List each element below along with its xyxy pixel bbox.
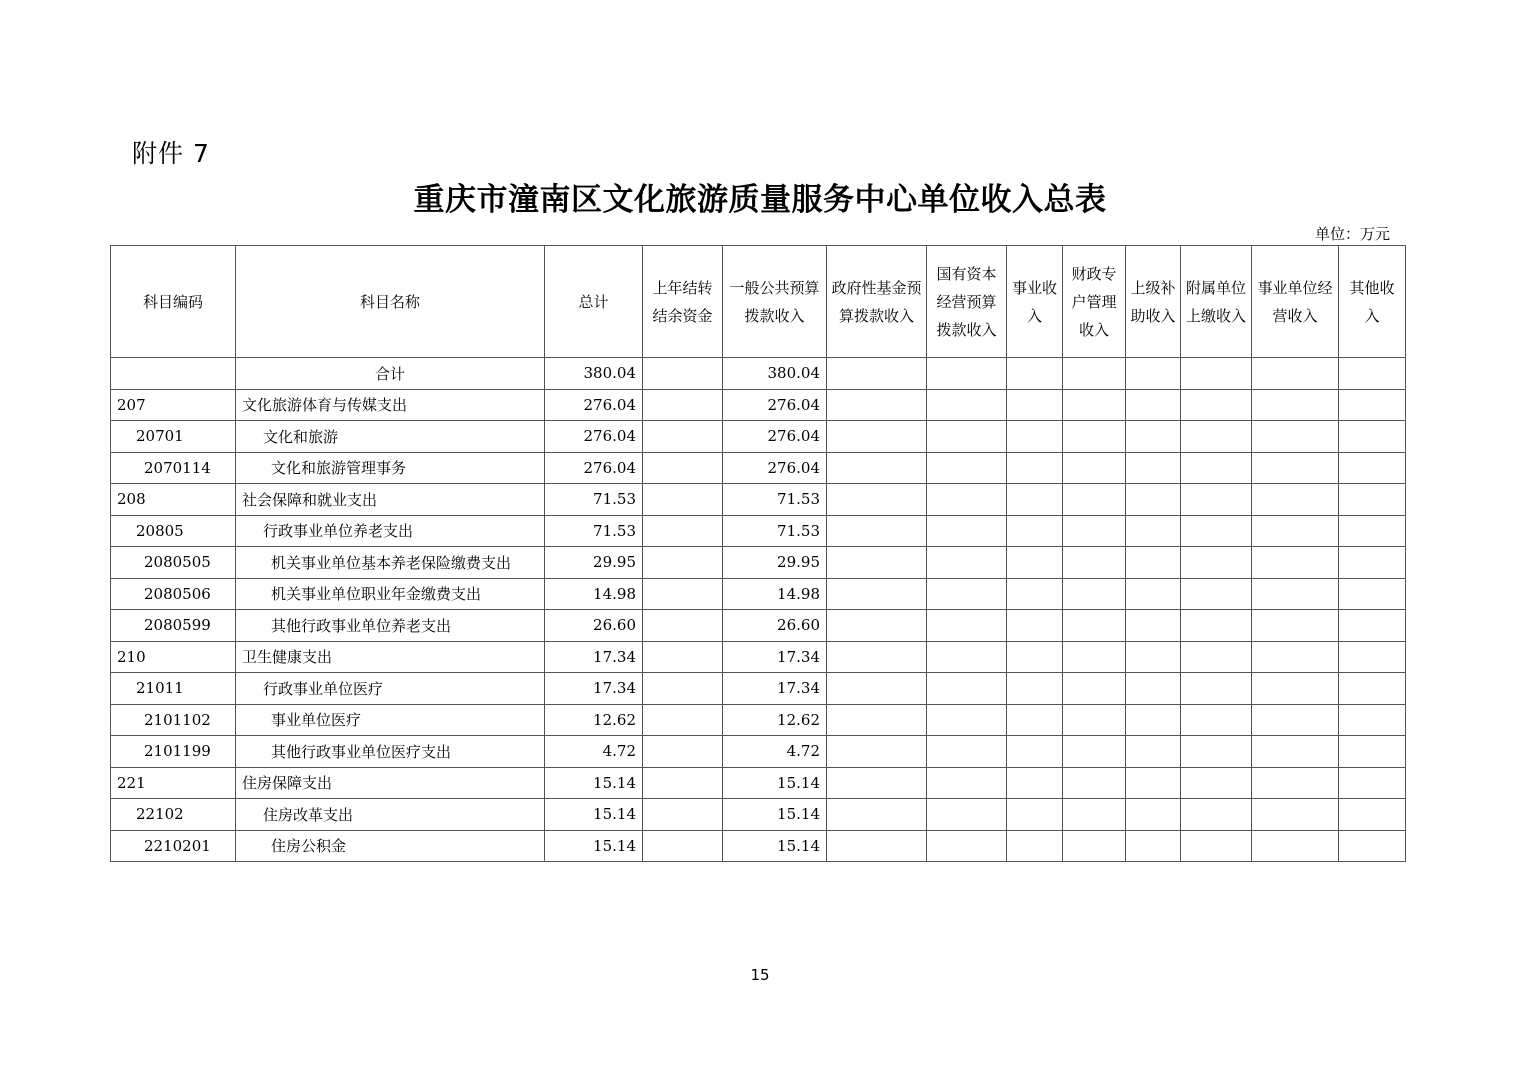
cell-operating <box>1252 767 1339 799</box>
table-row <box>111 641 1406 673</box>
cell-total: 276.04 <box>545 452 643 484</box>
header-operating: 事业单位经营收入 <box>1252 246 1339 358</box>
cell-superior-subsidy <box>1126 767 1181 799</box>
attachment-label: 附件 7 <box>132 139 210 168</box>
cell-general-budget: 12.62 <box>723 704 827 736</box>
table-header-row <box>111 246 1406 358</box>
cell-general-budget: 276.04 <box>723 389 827 421</box>
cell-fiscal-account <box>1063 704 1126 736</box>
cell-code: 2101102 <box>111 704 236 736</box>
cell-superior-subsidy <box>1126 610 1181 642</box>
cell-gov-fund <box>827 799 927 831</box>
page-number: 15 <box>750 966 770 984</box>
cell-operating <box>1252 799 1339 831</box>
cell-state-capital <box>927 578 1007 610</box>
cell-gov-fund <box>827 704 927 736</box>
cell-name: 住房公积金 <box>236 830 545 862</box>
cell-total: 276.04 <box>545 389 643 421</box>
cell-carryover <box>643 547 723 579</box>
cell-general-budget: 17.34 <box>723 673 827 705</box>
cell-name: 行政事业单位医疗 <box>236 673 545 705</box>
cell-state-capital <box>927 547 1007 579</box>
table-row <box>111 830 1406 862</box>
cell-name: 行政事业单位养老支出 <box>236 515 545 547</box>
cell-state-capital <box>927 673 1007 705</box>
cell-fiscal-account <box>1063 515 1126 547</box>
cell-code: 2210201 <box>111 830 236 862</box>
cell-fiscal-account <box>1063 673 1126 705</box>
cell-business-income <box>1007 767 1063 799</box>
cell-fiscal-account <box>1063 389 1126 421</box>
cell-fiscal-account <box>1063 736 1126 768</box>
cell-carryover <box>643 704 723 736</box>
cell-fiscal-account <box>1063 421 1126 453</box>
cell-carryover <box>643 358 723 390</box>
header-gov-fund: 政府性基金预算拨款收入 <box>827 246 927 358</box>
cell-other <box>1339 641 1406 673</box>
cell-superior-subsidy <box>1126 704 1181 736</box>
cell-gov-fund <box>827 389 927 421</box>
cell-code: 21011 <box>111 673 236 705</box>
cell-gov-fund <box>827 830 927 862</box>
cell-affiliated <box>1181 704 1252 736</box>
cell-other <box>1339 578 1406 610</box>
cell-general-budget: 29.95 <box>723 547 827 579</box>
header-affiliated: 附属单位上缴收入 <box>1181 246 1252 358</box>
cell-code: 2080599 <box>111 610 236 642</box>
cell-other <box>1339 389 1406 421</box>
cell-fiscal-account <box>1063 484 1126 516</box>
cell-gov-fund <box>827 610 927 642</box>
cell-superior-subsidy <box>1126 358 1181 390</box>
cell-general-budget: 26.60 <box>723 610 827 642</box>
cell-affiliated <box>1181 799 1252 831</box>
cell-fiscal-account <box>1063 767 1126 799</box>
header-state-capital: 国有资本经营预算拨款收入 <box>927 246 1007 358</box>
cell-affiliated <box>1181 515 1252 547</box>
cell-operating <box>1252 610 1339 642</box>
cell-affiliated <box>1181 767 1252 799</box>
cell-name: 机关事业单位职业年金缴费支出 <box>236 578 545 610</box>
cell-state-capital <box>927 389 1007 421</box>
cell-superior-subsidy <box>1126 389 1181 421</box>
cell-business-income <box>1007 389 1063 421</box>
cell-superior-subsidy <box>1126 578 1181 610</box>
cell-state-capital <box>927 799 1007 831</box>
cell-other <box>1339 830 1406 862</box>
cell-gov-fund <box>827 452 927 484</box>
cell-total: 15.14 <box>545 830 643 862</box>
cell-general-budget: 15.14 <box>723 830 827 862</box>
cell-other <box>1339 704 1406 736</box>
cell-business-income <box>1007 799 1063 831</box>
table-row <box>111 358 1406 390</box>
cell-gov-fund <box>827 578 927 610</box>
cell-carryover <box>643 578 723 610</box>
header-business-income: 事业收入 <box>1007 246 1063 358</box>
cell-other <box>1339 799 1406 831</box>
income-summary-table <box>110 245 1406 862</box>
cell-state-capital <box>927 704 1007 736</box>
cell-other <box>1339 452 1406 484</box>
cell-gov-fund <box>827 767 927 799</box>
cell-state-capital <box>927 358 1007 390</box>
cell-general-budget: 15.14 <box>723 799 827 831</box>
cell-general-budget: 17.34 <box>723 641 827 673</box>
cell-code: 210 <box>111 641 236 673</box>
cell-carryover <box>643 610 723 642</box>
cell-affiliated <box>1181 484 1252 516</box>
cell-other <box>1339 547 1406 579</box>
cell-carryover <box>643 830 723 862</box>
cell-other <box>1339 421 1406 453</box>
header-general-budget: 一般公共预算拨款收入 <box>723 246 827 358</box>
cell-business-income <box>1007 547 1063 579</box>
cell-gov-fund <box>827 547 927 579</box>
cell-name: 卫生健康支出 <box>236 641 545 673</box>
table-row <box>111 421 1406 453</box>
table-row <box>111 389 1406 421</box>
cell-code: 2080506 <box>111 578 236 610</box>
cell-code: 208 <box>111 484 236 516</box>
cell-total: 15.14 <box>545 767 643 799</box>
cell-affiliated <box>1181 547 1252 579</box>
cell-carryover <box>643 736 723 768</box>
cell-carryover <box>643 515 723 547</box>
header-total: 总计 <box>545 246 643 358</box>
cell-operating <box>1252 736 1339 768</box>
cell-general-budget: 276.04 <box>723 452 827 484</box>
cell-code: 2101199 <box>111 736 236 768</box>
cell-fiscal-account <box>1063 578 1126 610</box>
cell-gov-fund <box>827 484 927 516</box>
cell-state-capital <box>927 767 1007 799</box>
cell-operating <box>1252 484 1339 516</box>
cell-carryover <box>643 767 723 799</box>
cell-business-income <box>1007 452 1063 484</box>
cell-carryover <box>643 452 723 484</box>
cell-total: 71.53 <box>545 484 643 516</box>
cell-name: 其他行政事业单位医疗支出 <box>236 736 545 768</box>
cell-name: 住房改革支出 <box>236 799 545 831</box>
cell-carryover <box>643 641 723 673</box>
cell-name: 文化旅游体育与传媒支出 <box>236 389 545 421</box>
header-code: 科目编码 <box>111 246 236 358</box>
cell-general-budget: 15.14 <box>723 767 827 799</box>
cell-total: 380.04 <box>545 358 643 390</box>
cell-operating <box>1252 641 1339 673</box>
cell-other <box>1339 673 1406 705</box>
cell-code: 2080505 <box>111 547 236 579</box>
cell-total: 17.34 <box>545 641 643 673</box>
cell-other <box>1339 610 1406 642</box>
cell-general-budget: 71.53 <box>723 484 827 516</box>
cell-superior-subsidy <box>1126 736 1181 768</box>
cell-business-income <box>1007 641 1063 673</box>
cell-gov-fund <box>827 421 927 453</box>
table-row <box>111 610 1406 642</box>
cell-superior-subsidy <box>1126 830 1181 862</box>
cell-code <box>111 358 236 390</box>
cell-gov-fund <box>827 515 927 547</box>
cell-code: 221 <box>111 767 236 799</box>
cell-total: 4.72 <box>545 736 643 768</box>
table-row <box>111 515 1406 547</box>
cell-fiscal-account <box>1063 641 1126 673</box>
cell-business-income <box>1007 704 1063 736</box>
cell-affiliated <box>1181 610 1252 642</box>
header-superior-subsidy: 上级补助收入 <box>1126 246 1181 358</box>
cell-carryover <box>643 799 723 831</box>
cell-code: 20701 <box>111 421 236 453</box>
cell-name: 机关事业单位基本养老保险缴费支出 <box>236 547 545 579</box>
unit-label: 单位：万元 <box>1314 225 1390 243</box>
cell-other <box>1339 358 1406 390</box>
cell-state-capital <box>927 484 1007 516</box>
cell-operating <box>1252 673 1339 705</box>
cell-carryover <box>643 421 723 453</box>
cell-total: 26.60 <box>545 610 643 642</box>
cell-total: 14.98 <box>545 578 643 610</box>
cell-general-budget: 4.72 <box>723 736 827 768</box>
cell-state-capital <box>927 830 1007 862</box>
cell-state-capital <box>927 452 1007 484</box>
page-title: 重庆市潼南区文化旅游质量服务中心单位收入总表 <box>413 182 1107 218</box>
cell-code: 20805 <box>111 515 236 547</box>
cell-carryover <box>643 673 723 705</box>
cell-affiliated <box>1181 830 1252 862</box>
cell-business-income <box>1007 421 1063 453</box>
cell-affiliated <box>1181 641 1252 673</box>
table-row <box>111 673 1406 705</box>
cell-business-income <box>1007 830 1063 862</box>
cell-operating <box>1252 358 1339 390</box>
cell-operating <box>1252 421 1339 453</box>
cell-fiscal-account <box>1063 610 1126 642</box>
cell-operating <box>1252 830 1339 862</box>
cell-gov-fund <box>827 736 927 768</box>
cell-affiliated <box>1181 578 1252 610</box>
cell-business-income <box>1007 515 1063 547</box>
header-name: 科目名称 <box>236 246 545 358</box>
table-row <box>111 767 1406 799</box>
cell-state-capital <box>927 610 1007 642</box>
cell-fiscal-account <box>1063 547 1126 579</box>
cell-operating <box>1252 389 1339 421</box>
cell-affiliated <box>1181 421 1252 453</box>
cell-general-budget: 71.53 <box>723 515 827 547</box>
cell-affiliated <box>1181 673 1252 705</box>
cell-state-capital <box>927 421 1007 453</box>
cell-fiscal-account <box>1063 799 1126 831</box>
cell-total: 276.04 <box>545 421 643 453</box>
cell-name: 合计 <box>236 358 545 390</box>
cell-state-capital <box>927 736 1007 768</box>
cell-name: 社会保障和就业支出 <box>236 484 545 516</box>
cell-business-income <box>1007 358 1063 390</box>
cell-business-income <box>1007 578 1063 610</box>
cell-operating <box>1252 515 1339 547</box>
cell-carryover <box>643 389 723 421</box>
cell-fiscal-account <box>1063 830 1126 862</box>
cell-fiscal-account <box>1063 452 1126 484</box>
cell-general-budget: 380.04 <box>723 358 827 390</box>
cell-general-budget: 276.04 <box>723 421 827 453</box>
cell-superior-subsidy <box>1126 673 1181 705</box>
cell-other <box>1339 515 1406 547</box>
table-row <box>111 452 1406 484</box>
cell-state-capital <box>927 641 1007 673</box>
table-row <box>111 704 1406 736</box>
cell-other <box>1339 736 1406 768</box>
cell-superior-subsidy <box>1126 641 1181 673</box>
cell-business-income <box>1007 673 1063 705</box>
cell-name: 文化和旅游 <box>236 421 545 453</box>
cell-fiscal-account <box>1063 358 1126 390</box>
cell-superior-subsidy <box>1126 799 1181 831</box>
cell-operating <box>1252 452 1339 484</box>
cell-affiliated <box>1181 736 1252 768</box>
cell-affiliated <box>1181 358 1252 390</box>
cell-affiliated <box>1181 452 1252 484</box>
cell-gov-fund <box>827 358 927 390</box>
header-fiscal-account: 财政专户管理收入 <box>1063 246 1126 358</box>
cell-code: 2070114 <box>111 452 236 484</box>
cell-total: 12.62 <box>545 704 643 736</box>
cell-gov-fund <box>827 673 927 705</box>
cell-carryover <box>643 484 723 516</box>
table-row <box>111 736 1406 768</box>
table-row <box>111 578 1406 610</box>
cell-superior-subsidy <box>1126 515 1181 547</box>
cell-name: 事业单位医疗 <box>236 704 545 736</box>
table-row <box>111 799 1406 831</box>
cell-state-capital <box>927 515 1007 547</box>
table-row <box>111 547 1406 579</box>
header-carryover: 上年结转结余资金 <box>643 246 723 358</box>
cell-total: 17.34 <box>545 673 643 705</box>
cell-superior-subsidy <box>1126 547 1181 579</box>
cell-name: 住房保障支出 <box>236 767 545 799</box>
cell-total: 29.95 <box>545 547 643 579</box>
cell-general-budget: 14.98 <box>723 578 827 610</box>
cell-name: 其他行政事业单位养老支出 <box>236 610 545 642</box>
cell-business-income <box>1007 610 1063 642</box>
cell-superior-subsidy <box>1126 421 1181 453</box>
cell-superior-subsidy <box>1126 452 1181 484</box>
cell-operating <box>1252 578 1339 610</box>
cell-superior-subsidy <box>1126 484 1181 516</box>
cell-business-income <box>1007 736 1063 768</box>
cell-other <box>1339 484 1406 516</box>
cell-name: 文化和旅游管理事务 <box>236 452 545 484</box>
cell-operating <box>1252 547 1339 579</box>
header-other: 其他收入 <box>1339 246 1406 358</box>
cell-code: 207 <box>111 389 236 421</box>
cell-total: 15.14 <box>545 799 643 831</box>
cell-total: 71.53 <box>545 515 643 547</box>
cell-gov-fund <box>827 641 927 673</box>
cell-other <box>1339 767 1406 799</box>
cell-affiliated <box>1181 389 1252 421</box>
cell-operating <box>1252 704 1339 736</box>
table-row <box>111 484 1406 516</box>
cell-code: 22102 <box>111 799 236 831</box>
cell-business-income <box>1007 484 1063 516</box>
